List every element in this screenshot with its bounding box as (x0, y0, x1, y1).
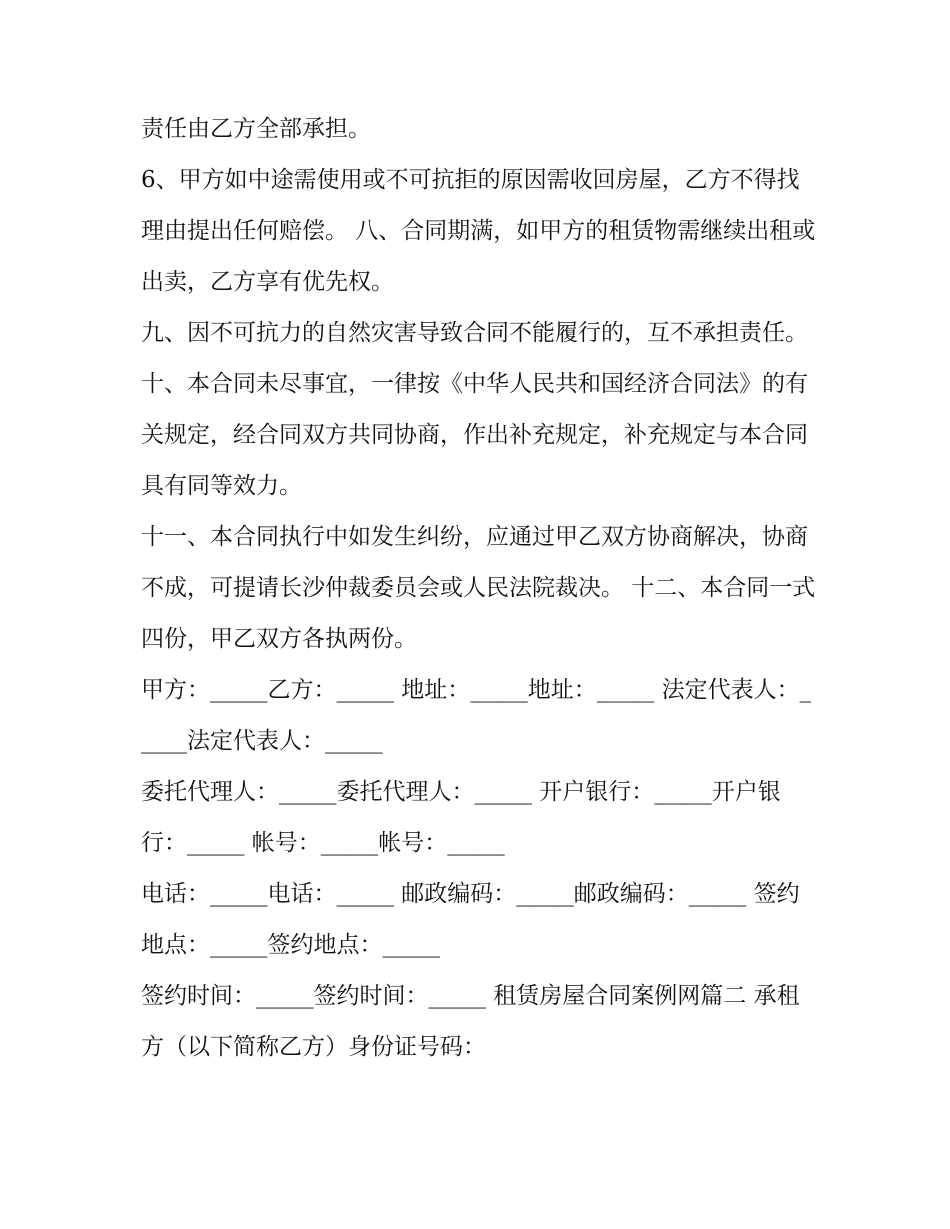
paragraph-clause-6-and-8: 6、甲方如中途需使用或不可抗拒的原因需收回房屋，乙方不得找理由提出任何赔偿。 八、合同期满，如甲方的租赁物需继续出租或出卖，乙方享有优先权。 (141, 167, 816, 295)
paragraph-clause-11-and-12: 十一、本合同执行中如发生纠纷，应通过甲乙双方协商解决，协商不成，可提请长沙仲裁委员会或人民法院裁决。 十二、本合同一式四份，甲乙双方各执两份。 (141, 524, 816, 652)
paragraph-clause-10: 十、本合同未尽事宜，一律按《中华人民共和国经济合同法》的有关规定，经合同双方共同协商，作出补充规定，补充规定与本合同具有同等效力。 (141, 371, 808, 499)
paragraph-clause-9: 九、因不可抗力的自然灾害导致合同不能履行的，互不承担责任。 (141, 320, 808, 346)
signature-phone-postcode-place: 电话：_____电话：_____ 邮政编码：_____邮政编码：_____ 签约地点：_____签约地点：_____ (141, 881, 800, 958)
document-body (141, 104, 821, 1073)
signature-agent-bank-account: 委托代理人：_____委托代理人：_____ 开户银行：_____开户银行：_____ 帐号：_____帐号：_____ (141, 779, 781, 856)
paragraph-liability: 责任由乙方全部承担。 (141, 116, 371, 142)
signature-party-address-representative: 甲方：_____乙方：_____ 地址：_____地址：_____ 法定代表人：_____法定代表人：_____ (141, 677, 812, 754)
signature-time-and-next-contract: 签约时间：_____签约时间：_____ 租赁房屋合同案例网篇二 承租方（以下简称乙方）身份证号码： (141, 983, 800, 1060)
